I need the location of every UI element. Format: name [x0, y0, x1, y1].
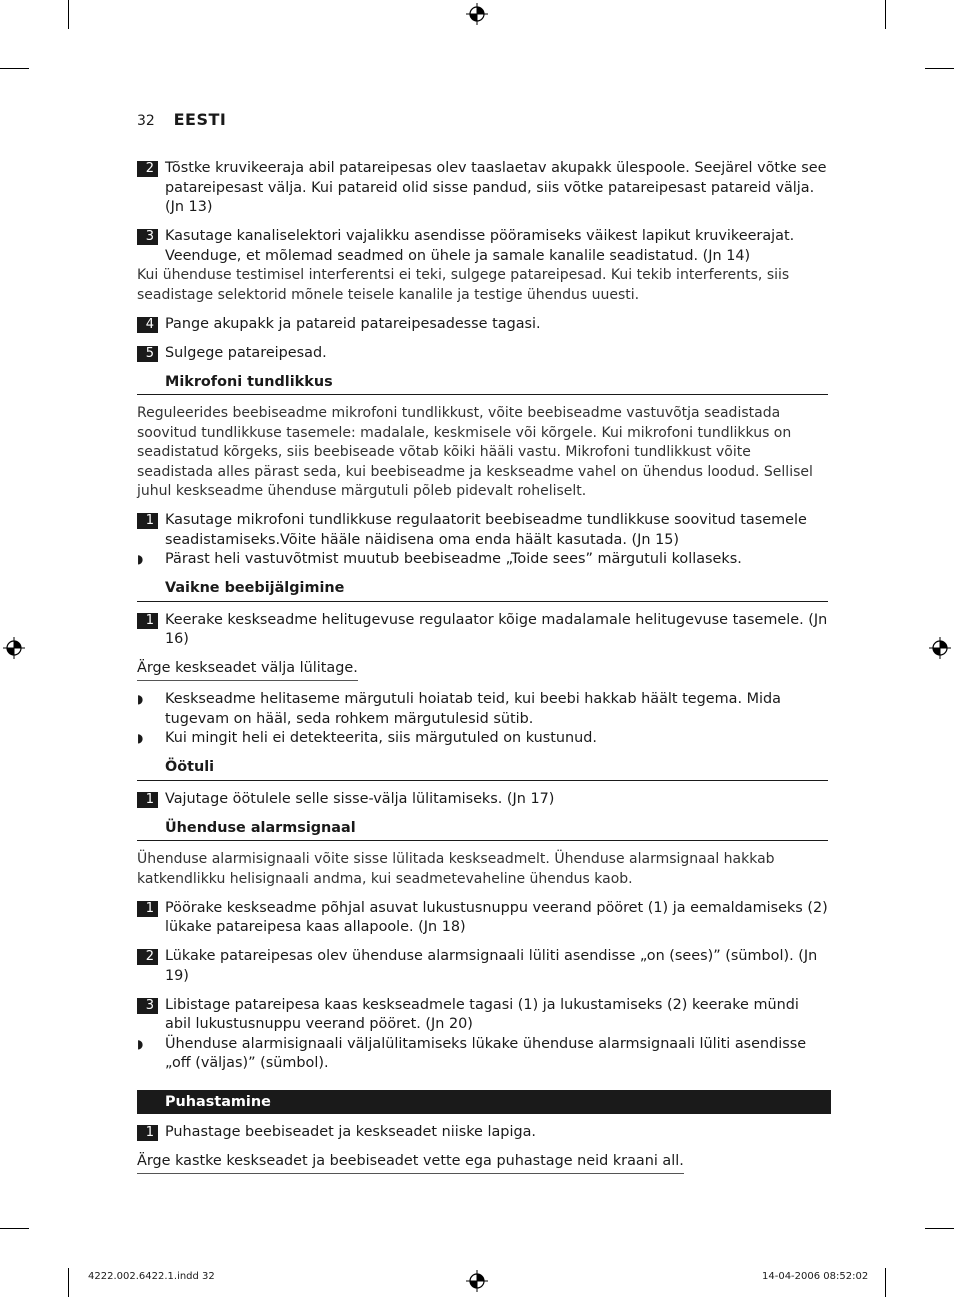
step-number-badge: 5	[137, 346, 158, 362]
step-number-badge: 3	[137, 229, 158, 245]
footer-datetime: 14-04-2006 08:52:02	[762, 1271, 869, 1282]
page-header	[137, 110, 226, 129]
instruction-step	[137, 159, 828, 218]
instruction-step	[137, 315, 828, 335]
crop-mark	[925, 1228, 954, 1229]
manual-content	[137, 159, 828, 1183]
bullet-marker-icon: ◗	[137, 692, 144, 706]
step-number-badge: 1	[137, 513, 158, 529]
step-text: Kasutage mikrofoni tundlikkuse regulaatorit beebiseadme tundlikkuse soovitud tasemele seadistamiseks.Võite hääle näidisena oma enda häält kasutada. (Jn 15)	[165, 512, 807, 548]
step-number-badge: 4	[137, 317, 158, 333]
bullet-marker-icon: ◗	[137, 1036, 144, 1051]
chapter-heading: Puhastamine	[137, 1090, 831, 1114]
step-text: Pöörake keskseadme põhjal asuvat lukustusnuppu veerand pööret (1) ja eemaldamiseks (2) lükake patareipesa kaas allapoole. (Jn 18)	[165, 899, 828, 935]
result-bullet	[137, 550, 828, 570]
step-text: Kasutage kanaliselektori vajalikku asendisse pööramiseks väikest lapikut kruvikeerajat. Veenduge, et mõlemad seadmed on ühele ja samale kanalile seadistatud. (Jn 14)	[165, 228, 795, 264]
step-number-badge: 3	[137, 998, 158, 1014]
crosshair-registration-icon	[466, 1270, 488, 1292]
instruction-step	[137, 1123, 828, 1143]
section-heading: Vaikne beebijälgimine	[137, 579, 828, 602]
info-paragraph: Reguleerides beebiseadme mikrofoni tundlikkust, võite beebiseadme vastuvõtja seadistada soovitud tundlikkuse tasemele: madalale, keskmisele või kõrgele. Kui mikrofoni tundlikkus on seadistatud kõrgeks, siis beebiseade võtab kõiki hääli vastu. Mikrofoni tundlikkust võite seadistada alles pärast seda, kui beebiseadme ja keskseadme vahel on ühendus loodud. Sellisel juhul keskseadme ühenduse märgutuli põleb pidevalt roheliselt.	[137, 405, 813, 499]
step-text: Pange akupakk ja patareid patareipesadesse tagasi.	[165, 315, 541, 332]
crop-mark	[0, 68, 29, 69]
step-number-badge: 1	[137, 901, 158, 917]
result-bullet	[137, 1035, 828, 1074]
crosshair-registration-icon	[466, 3, 488, 25]
section-heading: Öötuli	[137, 758, 828, 781]
caution-block	[137, 1152, 828, 1183]
step-number-badge: 1	[137, 1125, 158, 1141]
instruction-step	[137, 227, 828, 266]
step-text: Lükake patareipesas olev ühenduse alarmsignaali lüliti asendisse „on (sees)” (sümbol). (Jn 19)	[165, 948, 818, 984]
caution-text: Ärge kastke keskseadet ja beebiseadet vette ega puhastage neid kraani all.	[137, 1152, 684, 1174]
step-number-badge: 2	[137, 949, 158, 965]
crosshair-registration-icon	[929, 637, 951, 659]
crop-mark	[885, 1268, 886, 1297]
info-paragraph: Kui ühenduse testimisel interferentsi ei teki, sulgege patareipesad. Kui tekib interferents, siis seadistage selektorid mõnele teisele kanalile ja testige ühendus uuesti.	[137, 267, 790, 303]
step-text: Tõstke kruvikeeraja abil patareipesas olev taaslaetav akupakk ülespoole. Seejärel võtke see patareipesast välja. Kui patareid olid sisse pandud, siis võtke patareipesast patareid välja. (Jn 13)	[165, 160, 827, 215]
instruction-step	[137, 611, 828, 650]
language-title: EESTI	[173, 110, 227, 129]
bullet-marker-icon: ◗	[137, 552, 144, 566]
step-text: Keerake keskseadme helitugevuse regulaator kõige madalamale helitugevuse tasemele. (Jn 16)	[165, 611, 828, 647]
section-heading: Mikrofoni tundlikkus	[137, 373, 828, 396]
caution-block	[137, 659, 828, 690]
bullet-text: Ühenduse alarmisignaali väljalülitamiseks lükake ühenduse alarmsignaali lüliti asendisse „off (väljas)” (sümbol).	[165, 1035, 807, 1071]
bullet-marker-icon: ◗	[137, 731, 144, 745]
bullet-text: Keskseadme helitaseme märgutuli hoiatab teid, kui beebi hakkab häält tegema. Mida tugevam on hääl, seda rohkem märgutulesid sütib.	[165, 691, 781, 727]
page-number: 32	[137, 113, 155, 129]
step-text: Vajutage öötulele selle sisse-välja lülitamiseks. (Jn 17)	[165, 790, 555, 807]
spacer	[137, 570, 828, 580]
step-text: Puhastage beebiseadet ja keskseadet niiske lapiga.	[165, 1124, 536, 1140]
instruction-step	[137, 899, 828, 938]
instruction-step	[137, 790, 828, 810]
crop-mark	[925, 68, 954, 69]
info-paragraph: Ühenduse alarmisignaali võite sisse lülitada keskseadmelt. Ühenduse alarmsignaal hakkab katkendlikku helisignaali andma, kui seadmetevaheline ühendus kaob.	[137, 851, 775, 887]
bullet-text: Pärast heli vastuvõtmist muutub beebiseadme „Toide sees” märgutuli kollaseks.	[165, 551, 742, 567]
step-text: Sulgege patareipesad.	[165, 344, 327, 361]
crop-mark	[68, 1268, 69, 1297]
step-number-badge: 2	[137, 161, 158, 177]
step-number-badge: 1	[137, 613, 158, 629]
caution-text: Ärge keskseadet välja lülitage.	[137, 659, 358, 681]
result-bullet	[137, 690, 828, 729]
crop-mark	[885, 0, 886, 29]
spacer	[137, 749, 828, 759]
instruction-step	[137, 996, 828, 1035]
instruction-step	[137, 947, 828, 986]
footer-file: 4222.002.6422.1.indd 32	[88, 1271, 215, 1282]
step-text: Libistage patareipesa kaas keskseadmele tagasi (1) ja lukustamiseks (2) keerake mündi abil lukustusnuppu veerand pööret. (Jn 20)	[165, 996, 799, 1032]
crop-mark	[0, 1228, 29, 1229]
result-bullet	[137, 729, 828, 749]
bullet-text: Kui mingit heli ei detekteerita, siis märgutuled on kustunud.	[165, 730, 597, 746]
instruction-step	[137, 344, 828, 364]
section-heading: Ühenduse alarmsignaal	[137, 819, 828, 842]
instruction-step	[137, 511, 828, 550]
step-number-badge: 1	[137, 792, 158, 808]
crop-mark	[68, 0, 69, 29]
crosshair-registration-icon	[3, 637, 25, 659]
